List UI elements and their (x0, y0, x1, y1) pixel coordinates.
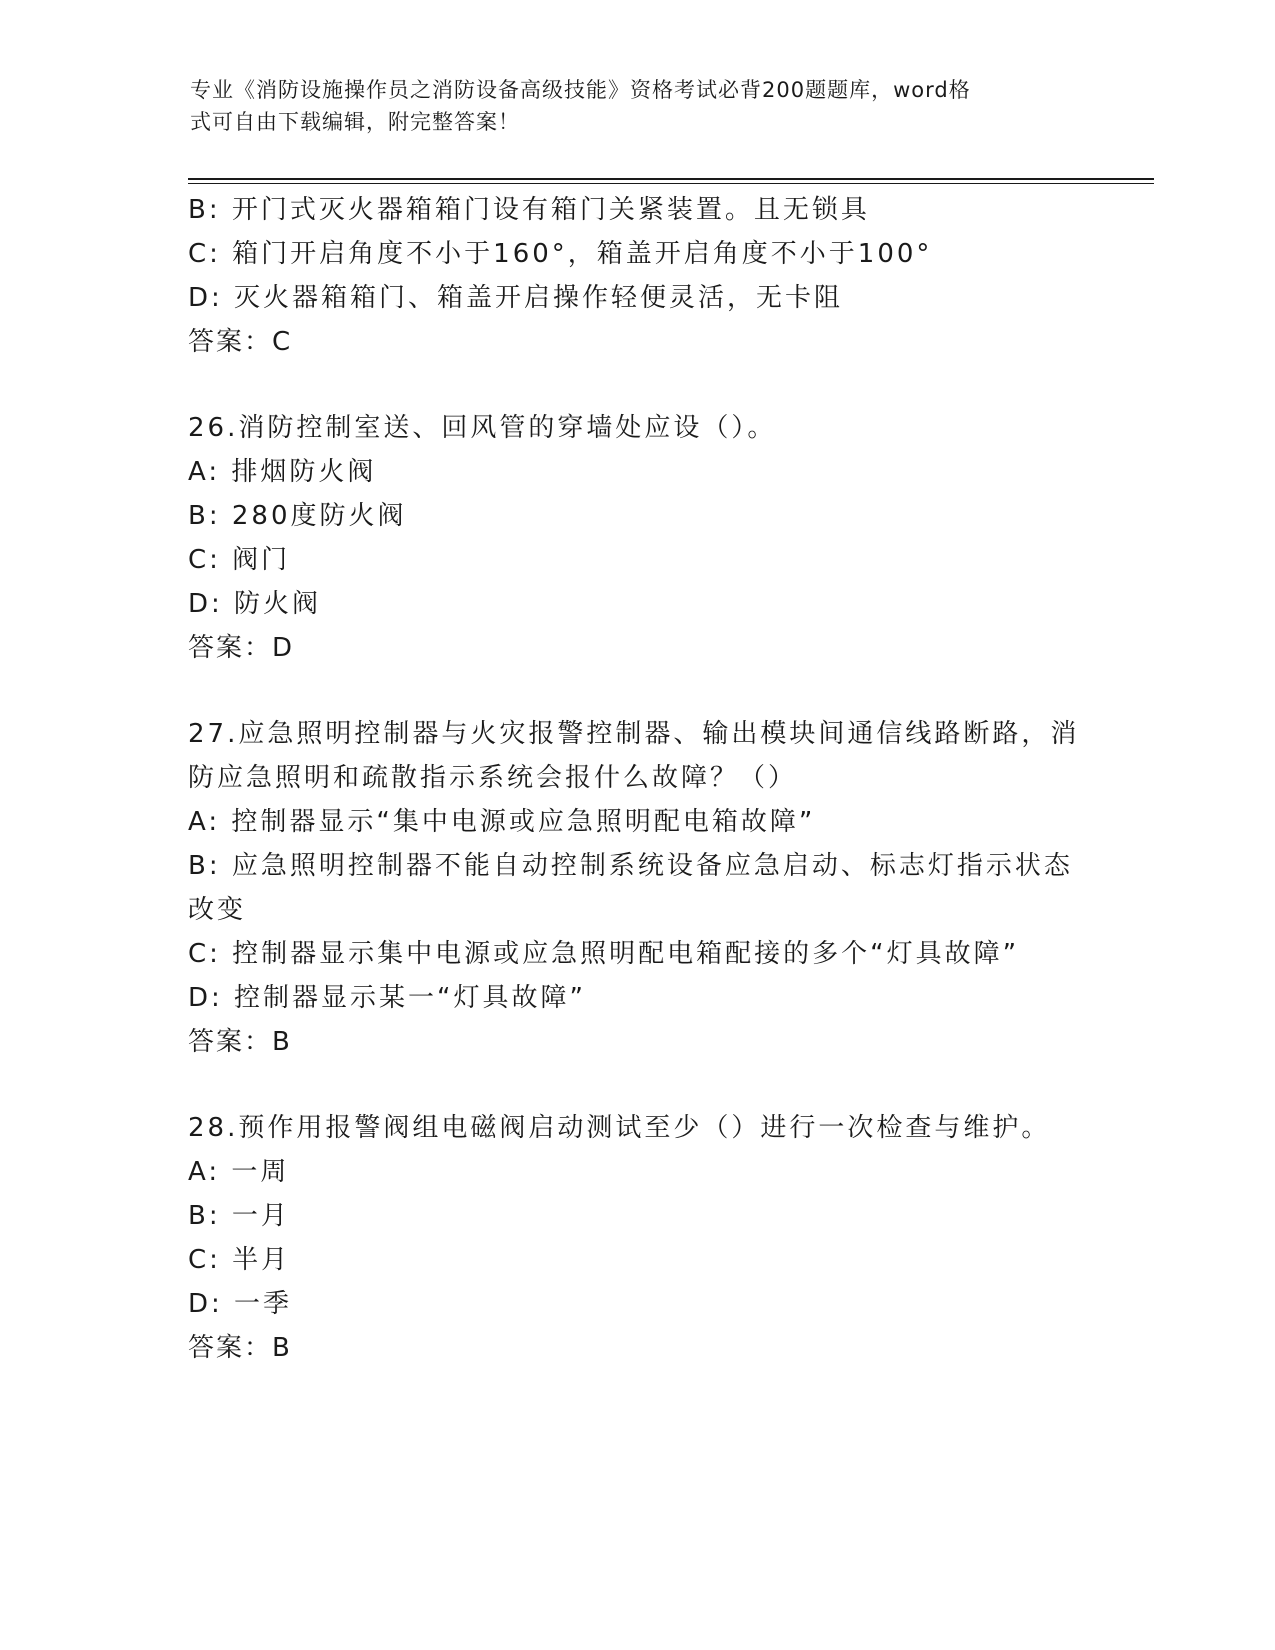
q28-answer: 答案：B (188, 1333, 292, 1363)
q27-option-c: C: 控制器显示集中电源或应急照明配电箱配接的多个“灯具故障” (188, 939, 1020, 969)
document-header (190, 74, 1070, 138)
q27-option-b-line-2: 改变 (188, 895, 247, 925)
q26-option-a: A: 排烟防火阀 (188, 457, 377, 487)
q26-option-c: C: 阀门 (188, 545, 291, 575)
q26-answer: 答案：D (188, 633, 295, 663)
q28-option-c: C: 半月 (188, 1245, 291, 1275)
q27-answer: 答案：B (188, 1027, 292, 1057)
q25-option-d: D: 灭火器箱箱门、箱盖开启操作轻便灵活，无卡阻 (188, 283, 844, 313)
q28-question: 28.预作用报警阀组电磁阀启动测试至少（）进行一次检查与维护。 (188, 1113, 1051, 1143)
q26-option-d: D: 防火阀 (188, 589, 322, 619)
q27-question-line-2: 防应急照明和疏散指示系统会报什么故障？（） (188, 763, 798, 793)
header-divider-thick (188, 178, 1154, 180)
q25-option-c: C: 箱门开启角度不小于160°，箱盖开启角度不小于100° (188, 239, 933, 269)
q26-question: 26.消防控制室送、回风管的穿墙处应设（）。 (188, 413, 777, 443)
q27-option-a: A: 控制器显示“集中电源或应急照明配电箱故障” (188, 807, 816, 837)
q28-option-d: D: 一季 (188, 1289, 293, 1319)
header-divider-thin (188, 183, 1154, 184)
q25-answer: 答案：C (188, 327, 293, 357)
header-line-2: 式可自由下载编辑，附完整答案！ (190, 110, 520, 134)
q25-option-b: B: 开门式灭火器箱箱门设有箱门关紧装置。且无锁具 (188, 195, 870, 225)
q27-option-d: D: 控制器显示某一“灯具故障” (188, 983, 586, 1013)
header-line-1: 专业《消防设施操作员之消防设备高级技能》资格考试必背200题题库，word格 (190, 78, 971, 102)
q26-option-b: B: 280度防火阀 (188, 501, 407, 531)
q27-option-b-line-1: B: 应急照明控制器不能自动控制系统设备应急启动、标志灯指示状态 (188, 851, 1073, 881)
q28-option-a: A: 一周 (188, 1157, 290, 1187)
q28-option-b: B: 一月 (188, 1201, 290, 1231)
q27-question-line-1: 27.应急照明控制器与火灾报警控制器、输出模块间通信线路断路，消 (188, 719, 1080, 749)
